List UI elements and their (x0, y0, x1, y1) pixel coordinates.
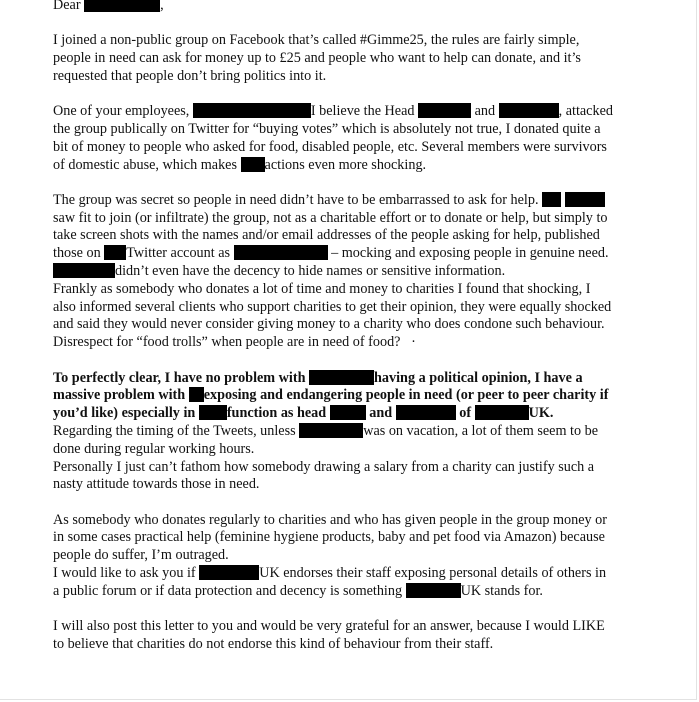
text-span: of (459, 405, 472, 422)
redaction-bar (542, 192, 561, 207)
redaction-bar (193, 103, 311, 118)
redaction-bar (418, 103, 471, 118)
redaction-bar (53, 263, 115, 278)
text-span: To perfectly clear, I have no problem with (53, 369, 306, 386)
paragraph-8: As somebody who donates regularly to charities and who has given people in the group money or in some cases practical help (feminine hygiene products, baby and pet food via Amazon) because people do suffer, I’m outraged. (53, 511, 607, 564)
text-span: The group was secret so people in need didn’t have to be embarrassed to ask for help. (53, 191, 539, 208)
text-span: Regarding the timing of the Tweets, unless (53, 422, 296, 439)
text-span: function as head (226, 405, 327, 422)
stray-dot: · (411, 334, 416, 351)
redaction-bar (396, 405, 456, 420)
redaction-bar (309, 370, 374, 385)
redaction-bar (565, 192, 605, 207)
salutation-text: Dear (53, 0, 81, 13)
redaction-bar (189, 387, 204, 402)
salutation (53, 0, 613, 15)
salutation-comma: , (160, 0, 164, 13)
text-span: actions even more shocking. (264, 156, 427, 173)
text-span: I would like to ask you if (53, 565, 196, 582)
paragraph-4 (53, 281, 613, 352)
text-span: attacked the group publically on Twitter for “buying votes” which is absolutely not true, I donated quite a bit of money to people who asked for food, disabled people, etc. Several members were survivors of domestic abuse, which makes (53, 103, 613, 173)
redaction-bar (475, 405, 529, 420)
text-span: and (474, 103, 496, 120)
redaction-bar (104, 245, 126, 260)
paragraph-1: I joined a non-public group on Facebook that’s called #Gimme25, the rules are fairly simple, people in need can ask for money up to £25 and people who want to help can donate, and it’s requested that people don’t bring politics into it. (53, 32, 581, 84)
text-span: having a political opinion, I have a massive problem with (53, 369, 583, 404)
paragraph-10: I will also post this letter to you and would be very grateful for an answer, because I would LIKE to believe that charities do not endorse this kind of behaviour from their staff. (53, 618, 605, 652)
redaction-bar (499, 103, 559, 118)
redaction-bar (84, 0, 160, 12)
text-span: One of your employees, (53, 103, 190, 120)
paragraph-6 (53, 423, 613, 459)
text-span: exposing and endangering people in need (or peer to peer charity if you’d like) especially in (53, 387, 609, 422)
redaction-bar (199, 565, 259, 580)
text-span: UK. (528, 405, 554, 422)
redaction-bar (234, 245, 328, 260)
paragraph-7: Personally I just can’t fathom how somebody drawing a salary from a charity can justify such a nasty attitude towards those in need. (53, 458, 595, 493)
paragraph-2: One of your employees, I believe the Head and , attacked the group publically on Twitter for “buying votes” which is absolutely not true, I donated quite a bit of money to people who asked for food, disabled people, etc. Several members were survivors of domestic abuse, which makes actions even more shocking. (53, 103, 613, 173)
text-span: I believe the Head (310, 103, 415, 120)
text-span: was on vacation, a lot of them seem to be done during regular working hours. (53, 422, 599, 457)
text-span: and (369, 405, 393, 422)
redaction-bar (241, 157, 265, 172)
text-span: didn’t even have the decency to hide names or sensitive information. (115, 263, 506, 280)
paragraph-5-bold (53, 370, 613, 423)
text-span: UK endorses their staff exposing personal details of others in a public forum or if data protection and decency is something (53, 565, 607, 599)
redaction-bar (199, 405, 227, 420)
redaction-bar (299, 423, 363, 438)
redaction-bar (406, 583, 461, 598)
text-span: – mocking and exposing people in genuine need. (331, 245, 609, 262)
redaction-bar (330, 405, 366, 420)
letter-body (53, 0, 613, 654)
paragraph-3 (53, 192, 613, 281)
text-span: saw fit to join (or infiltrate) the group, not as a charitable effort or to donate or help, but simply to take screen shots with the names and/or email addresses of the people asking for help, published those on (53, 209, 608, 262)
text-span: Twitter account as (126, 245, 231, 262)
paragraph-9 (53, 565, 613, 601)
text-span: Frankly as somebody who donates a lot of time and money to charities I found that shocking, I also informed several clients who support charities to get their opinion, they were equally shocked and said they would never consider giving money to a charity who does condone such behaviour. Disrespect for “food trolls” when people are in need of food? (53, 280, 612, 351)
text-span: UK stands for. (460, 582, 543, 599)
